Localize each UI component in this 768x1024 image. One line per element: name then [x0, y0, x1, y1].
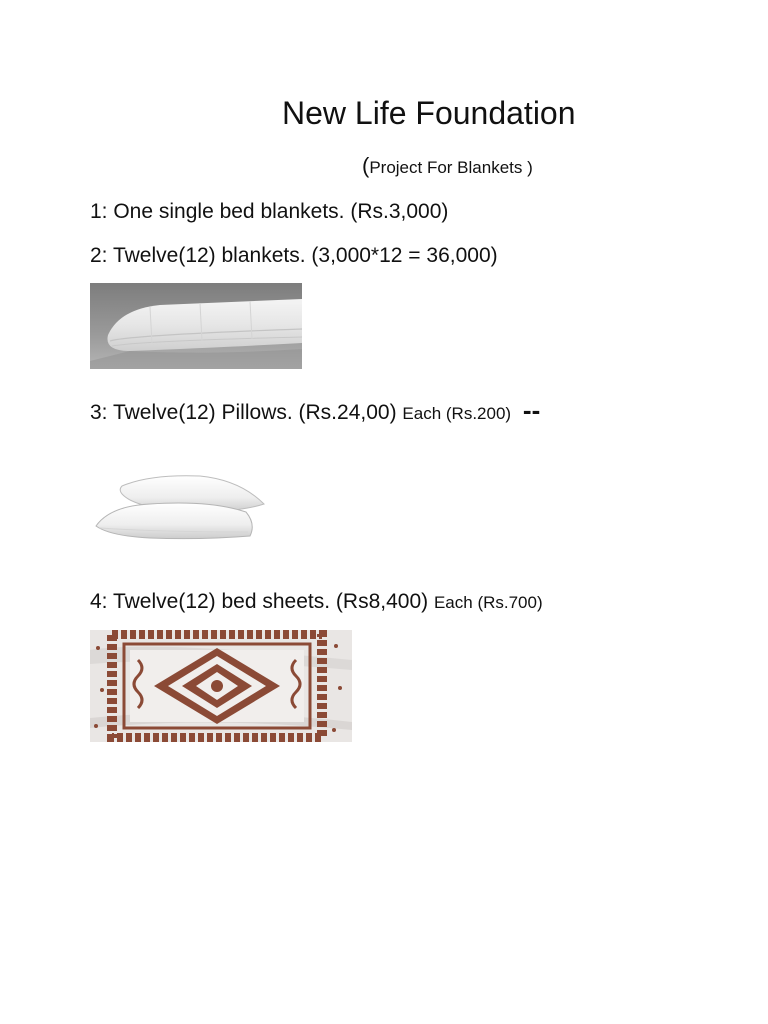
- item-4-each: Each (Rs.700): [433, 593, 543, 612]
- item-2-text: 2: Twelve(12) blankets. (3,000*12 = 36,000): [90, 244, 498, 267]
- item-4-text: 4: Twelve(12) bed sheets. (Rs8,400): [90, 590, 429, 613]
- item-2: [90, 242, 498, 270]
- item-1-text: 1: One single bed blankets. (Rs.3,000): [90, 200, 449, 223]
- pillows-image: [90, 466, 270, 544]
- item-3: [90, 396, 540, 428]
- subtitle-text: Project For Blankets ): [369, 158, 533, 177]
- item-4: [90, 588, 543, 617]
- document-subtitle: [362, 152, 533, 183]
- subtitle-open-paren: (: [362, 153, 370, 178]
- bed-sheet-image: [90, 630, 352, 742]
- blanket-image: [90, 283, 302, 369]
- item-3-text: 3: Twelve(12) Pillows. (Rs.24,00): [90, 401, 397, 424]
- item-3-suffix: --: [522, 395, 541, 425]
- item-3-each: Each (Rs.200): [402, 404, 512, 423]
- item-1: [90, 198, 448, 226]
- document-title: New Life Foundation: [282, 95, 576, 131]
